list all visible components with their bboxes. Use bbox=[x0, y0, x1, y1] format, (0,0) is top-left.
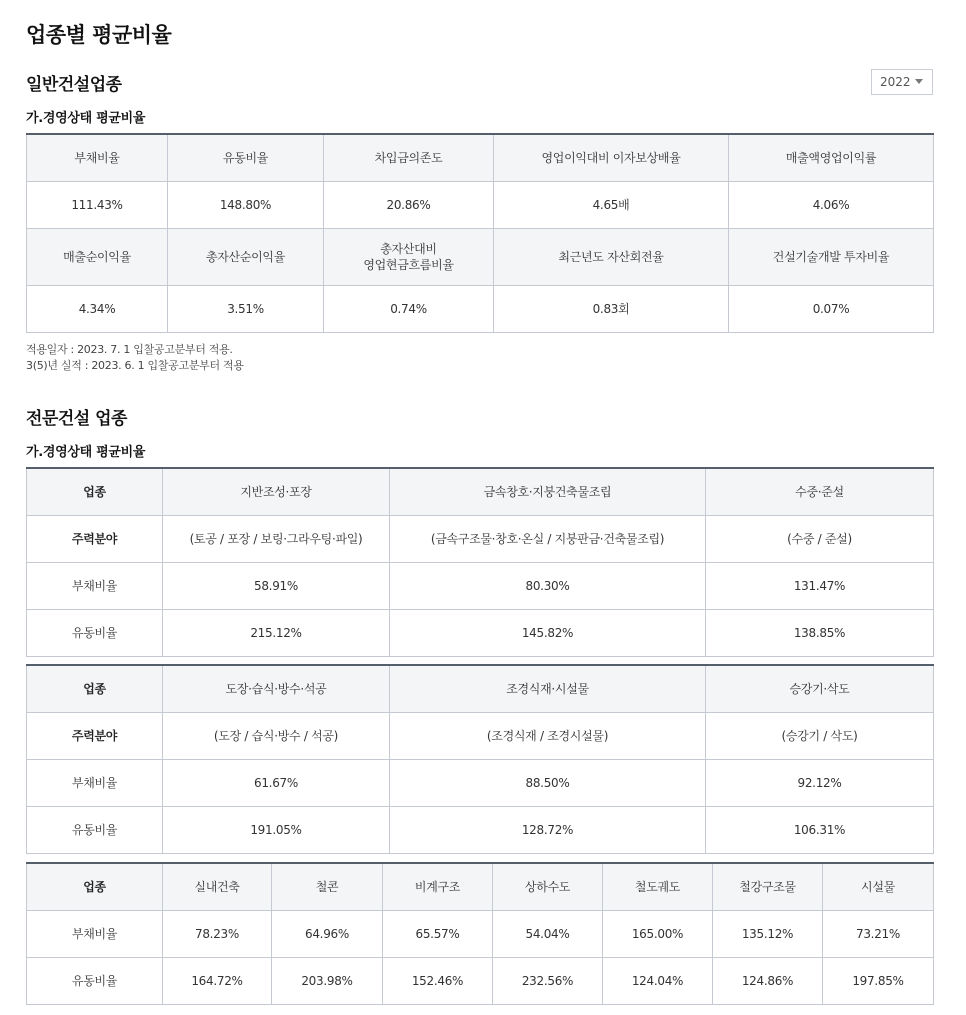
table-cell: (조경식재 / 조경시설물) bbox=[390, 712, 706, 759]
table-cell: 106.31% bbox=[706, 806, 934, 853]
specialty-subtitle: 가.경영상태 평균비율 bbox=[26, 445, 146, 460]
row-label: 업종 bbox=[27, 665, 163, 712]
table-cell: 61.67% bbox=[163, 759, 390, 806]
year-select-value: 2022 bbox=[880, 75, 911, 89]
table-header-cell: 총자산순이익율 bbox=[168, 228, 324, 285]
table-cell: 4.06% bbox=[729, 181, 934, 228]
chevron-down-icon bbox=[915, 79, 923, 84]
table-header-cell: 조경식재·시설물 bbox=[390, 665, 706, 712]
table-row bbox=[27, 759, 934, 806]
table-cell: 80.30% bbox=[390, 562, 706, 609]
row-label: 유동비율 bbox=[27, 957, 163, 1004]
row-label: 주력분야 bbox=[27, 712, 163, 759]
table-cell: (승강기 / 삭도) bbox=[706, 712, 934, 759]
table-cell: 197.85% bbox=[823, 957, 934, 1004]
table-cell: 124.86% bbox=[713, 957, 823, 1004]
table-header-cell: 시설물 bbox=[823, 863, 934, 910]
table-cell: 4.65배 bbox=[494, 181, 729, 228]
table-cell: 148.80% bbox=[168, 181, 324, 228]
specialty-table-3 bbox=[26, 862, 934, 1005]
row-label: 업종 bbox=[27, 863, 163, 910]
table-header-cell: 최근년도 자산회전율 bbox=[494, 228, 729, 285]
table-cell: (토공 / 포장 / 보링·그라우팅·파일) bbox=[163, 515, 390, 562]
table-cell: 145.82% bbox=[390, 609, 706, 656]
table-header-cell: 유동비율 bbox=[168, 134, 324, 181]
note-line: 3(5)년 실적 : 2023. 6. 1 입찰공고분부터 적용 bbox=[26, 359, 244, 372]
table-row bbox=[27, 806, 934, 853]
note-line: 적용일자 : 2023. 7. 1 입찰공고분부터 적용. bbox=[26, 343, 233, 356]
table-header-cell: 건설기술개발 투자비율 bbox=[729, 228, 934, 285]
year-select[interactable] bbox=[871, 69, 933, 95]
table-cell: 131.47% bbox=[706, 562, 934, 609]
table-row bbox=[27, 285, 934, 332]
table-cell: 128.72% bbox=[390, 806, 706, 853]
table-header-cell: 영업이익대비 이자보상배율 bbox=[494, 134, 729, 181]
header-line: 총자산대비 bbox=[380, 241, 437, 256]
table-cell: (도장 / 습식·방수 / 석공) bbox=[163, 712, 390, 759]
table-cell: 0.74% bbox=[324, 285, 494, 332]
table-cell: 3.51% bbox=[168, 285, 324, 332]
table-header-cell: 승강기·삭도 bbox=[706, 665, 934, 712]
table-header-cell: 비계구조 bbox=[383, 863, 493, 910]
table-row bbox=[27, 712, 934, 759]
row-label: 업종 bbox=[27, 468, 163, 515]
row-label: 부채비율 bbox=[27, 910, 163, 957]
table-cell: 54.04% bbox=[493, 910, 603, 957]
row-label: 부채비율 bbox=[27, 759, 163, 806]
general-subtitle: 가.경영상태 평균비율 bbox=[26, 111, 146, 126]
table-cell: 138.85% bbox=[706, 609, 934, 656]
table-cell: 58.91% bbox=[163, 562, 390, 609]
table-cell: 88.50% bbox=[390, 759, 706, 806]
table-cell: 135.12% bbox=[713, 910, 823, 957]
row-label: 주력분야 bbox=[27, 515, 163, 562]
table-row bbox=[27, 468, 934, 515]
table-cell: 92.12% bbox=[706, 759, 934, 806]
table-header-cell: 철강구조물 bbox=[713, 863, 823, 910]
table-row bbox=[27, 134, 934, 181]
table-header-cell: 수중·준설 bbox=[706, 468, 934, 515]
table-row bbox=[27, 228, 934, 285]
specialty-table-1 bbox=[26, 467, 934, 657]
table-header-cell: 철콘 bbox=[272, 863, 383, 910]
row-label: 유동비율 bbox=[27, 609, 163, 656]
table-cell: 191.05% bbox=[163, 806, 390, 853]
table-cell: 111.43% bbox=[27, 181, 168, 228]
table-row bbox=[27, 181, 934, 228]
table-row bbox=[27, 957, 934, 1004]
page-title: 업종별 평균비율 bbox=[26, 23, 172, 47]
table-cell: 0.07% bbox=[729, 285, 934, 332]
specialty-section-title: 전문건설 업종 bbox=[26, 409, 127, 429]
table-cell: 164.72% bbox=[163, 957, 272, 1004]
table-cell: 64.96% bbox=[272, 910, 383, 957]
specialty-table-2 bbox=[26, 664, 934, 854]
table-header-cell: 철도궤도 bbox=[603, 863, 713, 910]
table-cell: 20.86% bbox=[324, 181, 494, 228]
table-header-cell: 지반조성·포장 bbox=[163, 468, 390, 515]
table-cell: 165.00% bbox=[603, 910, 713, 957]
table-header-cell: 부채비율 bbox=[27, 134, 168, 181]
table-cell: 124.04% bbox=[603, 957, 713, 1004]
table-row bbox=[27, 665, 934, 712]
general-section-title: 일반건설업종 bbox=[26, 75, 122, 95]
row-label: 부채비율 bbox=[27, 562, 163, 609]
table-cell: 73.21% bbox=[823, 910, 934, 957]
table-row bbox=[27, 609, 934, 656]
table-header-cell: 금속창호·지붕건축물조립 bbox=[390, 468, 706, 515]
table-row bbox=[27, 910, 934, 957]
table-cell: 215.12% bbox=[163, 609, 390, 656]
table-header-cell: 매출액영업이익률 bbox=[729, 134, 934, 181]
table-header-cell: 차입금의존도 bbox=[324, 134, 494, 181]
table-cell: 65.57% bbox=[383, 910, 493, 957]
table-header-cell: 매출순이익율 bbox=[27, 228, 168, 285]
header-line: 영업현금흐름비율 bbox=[363, 257, 454, 272]
table-row bbox=[27, 562, 934, 609]
table-cell: (금속구조물·창호·온실 / 지붕판금·건축물조립) bbox=[390, 515, 706, 562]
table-header-cell: 상하수도 bbox=[493, 863, 603, 910]
table-header-cell: 실내건축 bbox=[163, 863, 272, 910]
general-ratio-table bbox=[26, 133, 934, 333]
table-cell: 232.56% bbox=[493, 957, 603, 1004]
row-label: 유동비율 bbox=[27, 806, 163, 853]
table-cell: 0.83회 bbox=[494, 285, 729, 332]
table-cell: (수중 / 준설) bbox=[706, 515, 934, 562]
table-header-cell: 도장·습식·방수·석공 bbox=[163, 665, 390, 712]
table-row bbox=[27, 863, 934, 910]
table-cell: 203.98% bbox=[272, 957, 383, 1004]
table-row bbox=[27, 515, 934, 562]
table-cell: 152.46% bbox=[383, 957, 493, 1004]
table-header-cell bbox=[324, 228, 494, 285]
table-cell: 4.34% bbox=[27, 285, 168, 332]
notes bbox=[26, 342, 244, 374]
table-cell: 78.23% bbox=[163, 910, 272, 957]
